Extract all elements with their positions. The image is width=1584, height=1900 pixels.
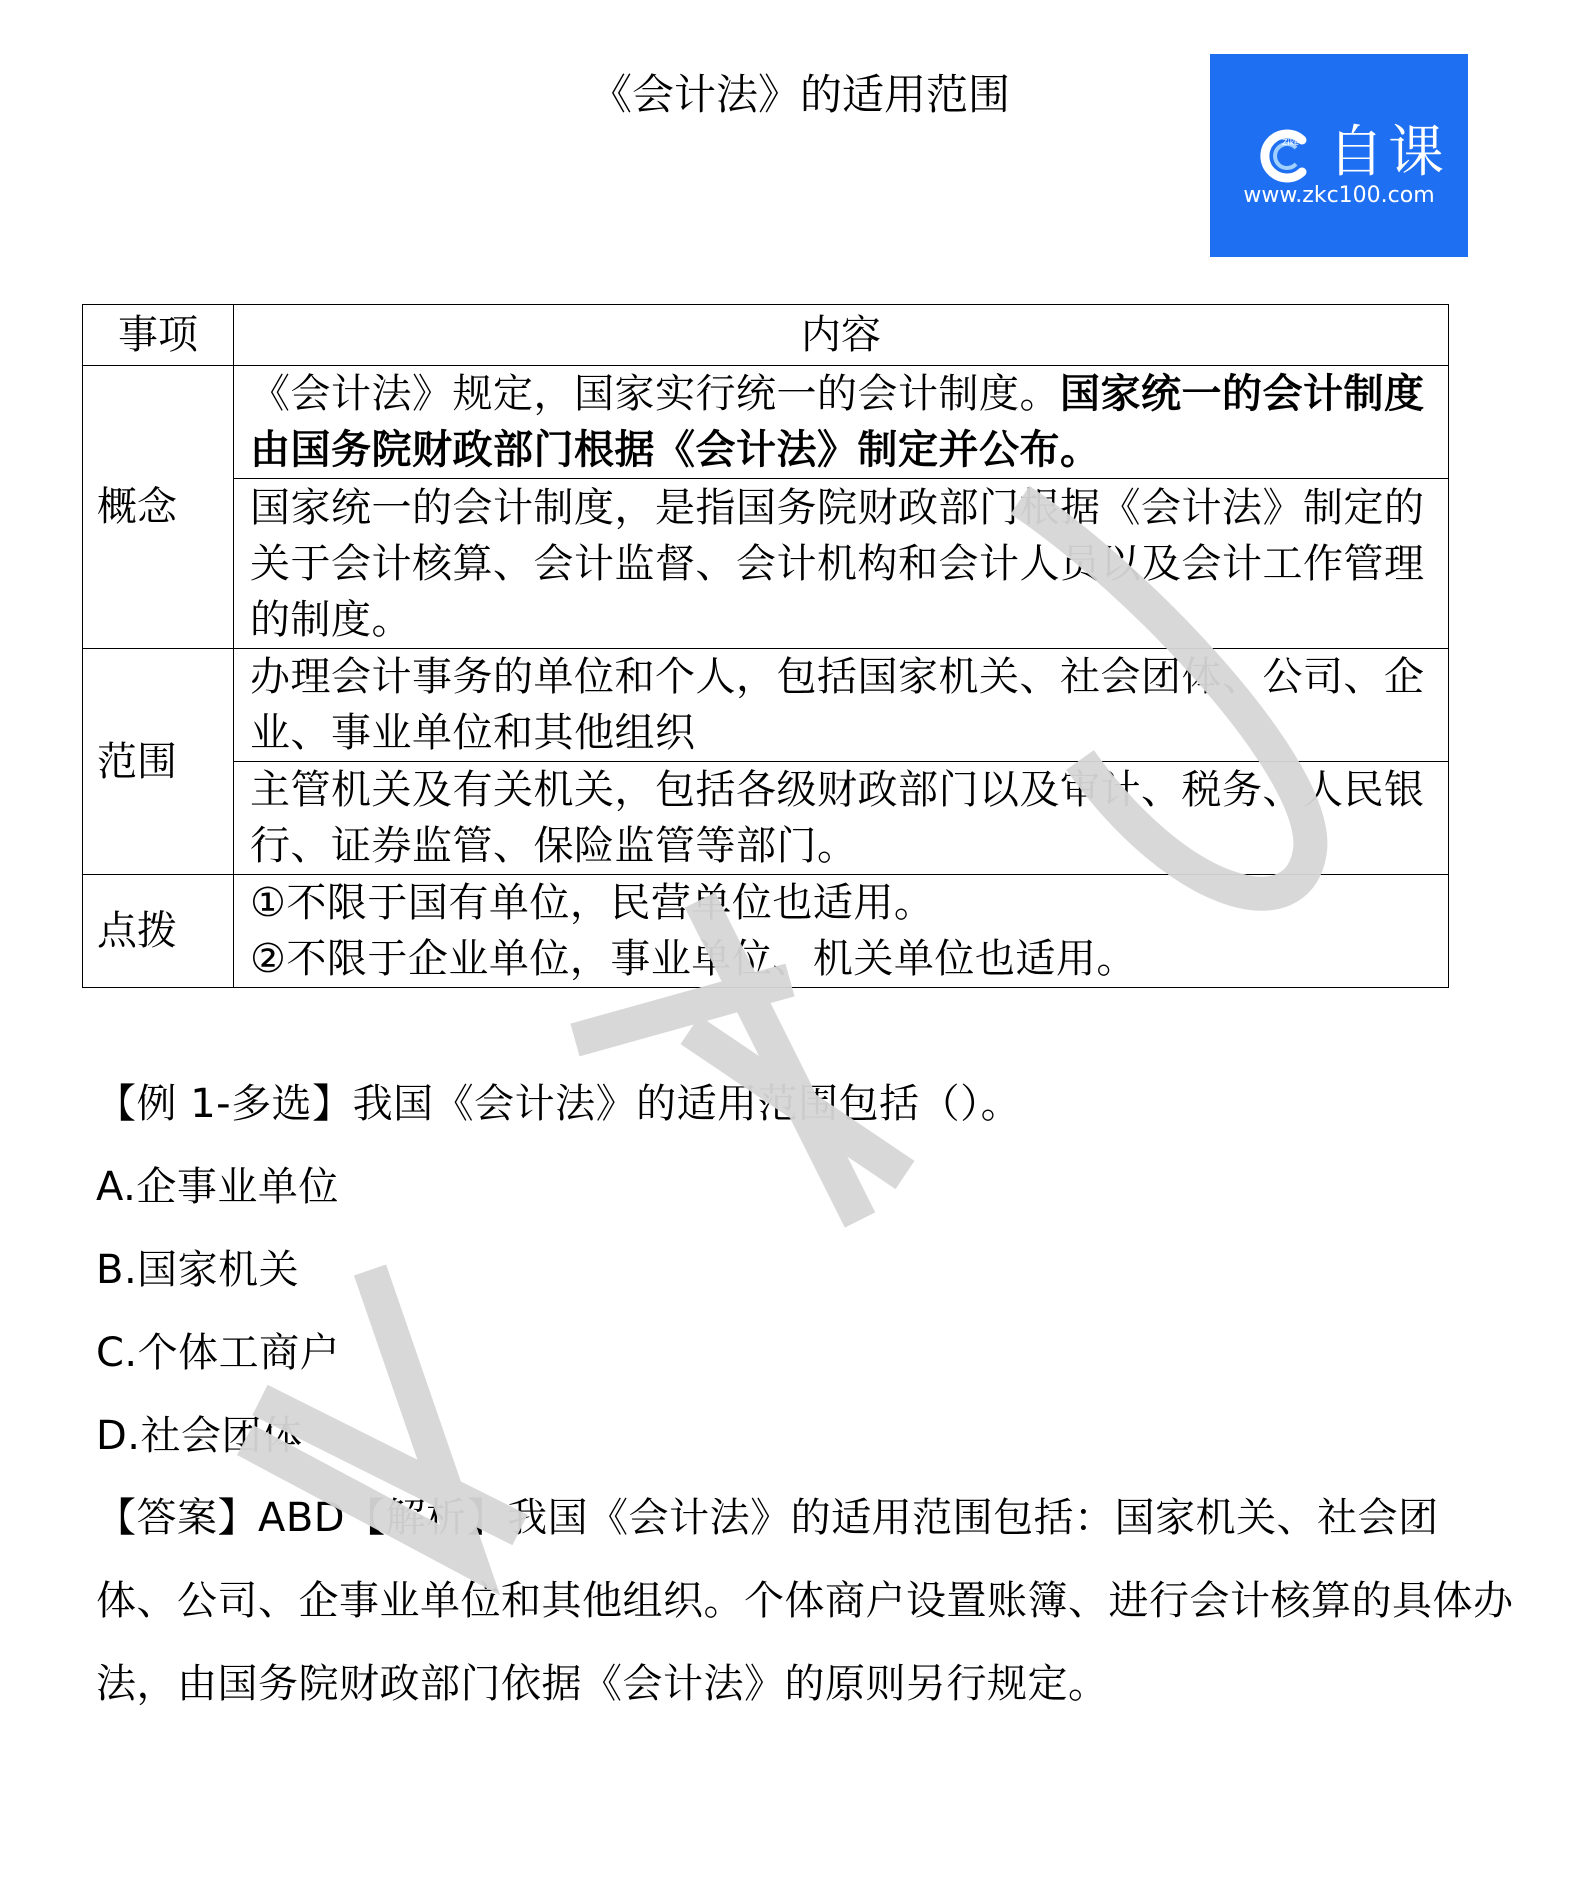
table-row [83,479,1449,649]
header-item: 事项 [83,305,234,366]
option-c: C.个体工商户 [96,1330,341,1376]
logo-tiny-text: Zike [1282,138,1299,147]
logo-wordmark: 自课 [1328,120,1448,185]
table-row [83,762,1449,875]
page-title: 《会计法》的适用范围 [589,70,1010,119]
option-d: D.社会团体 [96,1413,303,1459]
example-question-block [96,1076,1516,1726]
option-b: B.国家机关 [96,1247,300,1293]
question-text: 【例 1-多选】我国《会计法》的适用范围包括（）。 [96,1081,1022,1127]
concept-text-normal: 《会计法》规定，国家实行统一的会计制度。 [250,371,1060,417]
zike-logo [1210,54,1468,257]
row-label-tips: 点拨 [83,875,234,988]
logo-url: www.zkc100.com [1243,183,1435,208]
table-row [83,649,1449,762]
tip-line-2: ②不限于企业单位，事业单位、机关单位也适用。 [250,936,1137,982]
table-row [83,366,1449,479]
header-content: 内容 [234,305,1449,366]
answer-explanation: 【答案】ABD【解析】我国《会计法》的适用范围包括：国家机关、社会团体、公司、企事业单位和其他组织。个体商户设置账簿、进行会计核算的具体办法，由国务院财政部门依据《会计法》的原则另行规定。 [96,1495,1514,1707]
logo-c-icon [1256,126,1316,186]
concept-cell-2: 国家统一的会计制度，是指国务院财政部门根据《会计法》制定的关于会计核算、会计监督、会计机构和会计人员以及会计工作管理的制度。 [234,479,1449,649]
tips-cell [234,875,1449,988]
row-label-scope: 范围 [83,649,234,875]
table-header-row [83,305,1449,366]
scope-cell-2: 主管机关及有关机关，包括各级财政部门以及审计、税务、人民银行、证券监管、保险监管等部门。 [234,762,1449,875]
concept-cell-1 [234,366,1449,479]
scope-table [82,304,1449,988]
row-label-concept: 概念 [83,366,234,649]
option-a: A.企事业单位 [96,1164,339,1210]
tip-line-1: ①不限于国有单位，民营单位也适用。 [250,880,935,926]
scope-cell-1: 办理会计事务的单位和个人，包括国家机关、社会团体、公司、企业、事业单位和其他组织 [234,649,1449,762]
table-row [83,875,1449,988]
concept-text-bold: 国家统一的会计制度由国务院财政部门根据《会计法》制定并公布。 [250,371,1425,473]
